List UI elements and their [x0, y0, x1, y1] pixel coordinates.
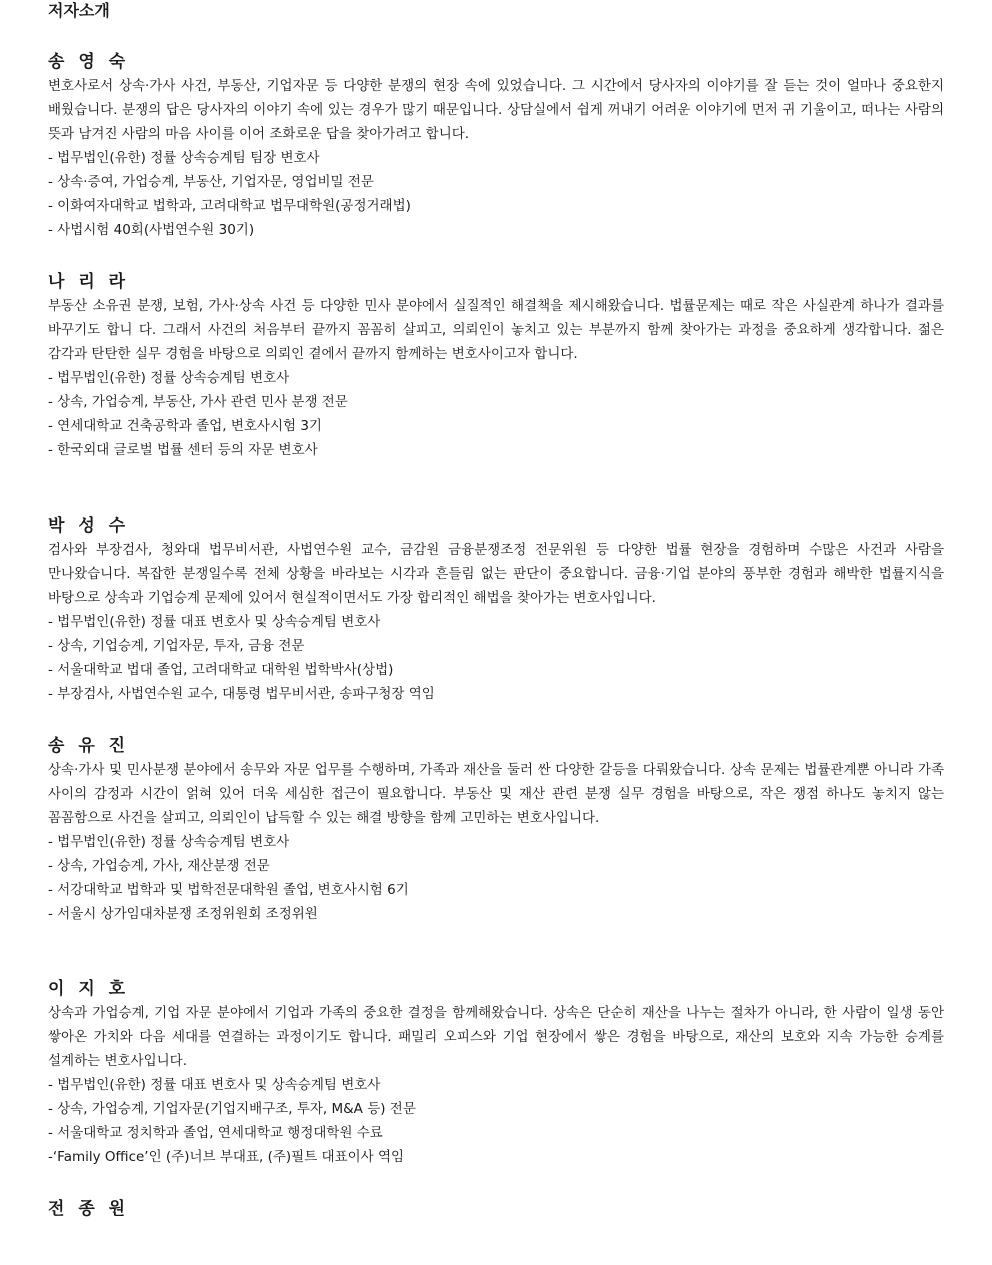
credential-item: - 이화여자대학교 법학과, 고려대학교 법무대학원(공정거래법) [48, 198, 411, 214]
credential-item: - 상속, 가업승계, 가사, 재산분쟁 전문 [48, 858, 270, 874]
author-bio: 검사와 부장검사, 청와대 법무비서관, 사법연수원 교수, 금감원 금융분쟁조정 전문위원 등 다양한 법률 현장을 경험하며 수많은 사건과 사람을 만나왔습니다. 복잡한 분쟁일수록 전체 상황을 바라보는 시각과 흔들림 없는 판단이 중요합니다. 금융·기업 분야의 풍부한 경험과 해박한 법률지식을 바탕으로 상속과 기업승계 문제에 있어서 현실적이면서도 가장 합리적인 해법을 찾아가는 변호사입니다. [48, 542, 944, 606]
credential-item: - 상속, 가업승계, 부동산, 가사 관련 민사 분쟁 전문 [48, 394, 348, 410]
credential-item: - 한국외대 글로벌 법률 센터 등의 자문 변호사 [48, 442, 318, 458]
spacer [48, 22, 944, 50]
credential-item: - 부장검사, 사법연수원 교수, 대통령 법무비서관, 송파구청장 역임 [48, 686, 435, 702]
credential-item: - 서울대학교 법대 졸업, 고려대학교 대학원 법학박사(상법) [48, 662, 394, 678]
author-credentials [48, 610, 944, 706]
page-title: 저자소개 [48, 1, 110, 20]
credential-item: - 서울시 상가임대차분쟁 조정위원회 조정위원 [48, 906, 318, 922]
author-section-2 [48, 270, 944, 462]
author-credentials [48, 1073, 944, 1169]
credential-item: - 연세대학교 건축공학과 졸업, 변호사시험 3기 [48, 418, 322, 434]
credential-item: - 법무법인(유한) 정률 상속승계팀 변호사 [48, 370, 290, 386]
author-name: 박 성 수 [48, 516, 130, 536]
author-section-5 [48, 977, 944, 1169]
credential-item: - 서강대학교 법학과 및 법학전문대학원 졸업, 변호사시험 6기 [48, 882, 409, 898]
author-credentials [48, 830, 944, 926]
author-bio: 변호사로서 상속·가사 사건, 부동산, 기업자문 등 다양한 분쟁의 현장 속에 있었습니다. 그 시간에서 당사자의 이야기를 잘 듣는 것이 얼마나 중요한지 배웠습니다. 분쟁의 답은 당사자의 이야기 속에 있는 경우가 많기 때문입니다. 상담실에서 쉽게 꺼내기 어려운 이야기에 먼저 귀 기울이고, 떠나는 사람의 뜻과 남겨진 사람의 마음 사이를 이어 조화로운 답을 찾아가려고 합니다. [48, 78, 944, 142]
credential-item: - 법무법인(유한) 정률 대표 변호사 및 상속승계팀 변호사 [48, 1077, 381, 1093]
credential-item: - 서울대학교 정치학과 졸업, 연세대학교 행정대학원 수료 [48, 1125, 383, 1141]
spacer [48, 242, 944, 270]
credential-item: - 상속, 기업승계, 기업자문, 투자, 금융 전문 [48, 638, 305, 654]
author-credentials [48, 146, 944, 242]
author-section-1 [48, 50, 944, 242]
spacer [48, 462, 944, 514]
spacer [48, 926, 944, 977]
author-name: 송 영 숙 [48, 52, 130, 72]
spacer [48, 1169, 944, 1197]
credential-item: - 상속·증여, 가업승계, 부동산, 기업자문, 영업비밀 전문 [48, 174, 374, 190]
author-bio: 부동산 소유권 분쟁, 보험, 가사·상속 사건 등 다양한 민사 분야에서 실질적인 해결책을 제시해왔습니다. 법률문제는 때로 작은 사실관계 하나가 결과를 바꾸기도 합니 다. 그래서 사건의 처음부터 끝까지 꼼꼼히 살피고, 의뢰인이 놓치고 있는 부분까지 함께 찾아가는 과정을 중요하게 생각합니다. 젊은 감각과 탄탄한 실무 경험을 바탕으로 의뢰인 곁에서 끝까지 함께하는 변호사이고자 합니다. [48, 298, 944, 362]
credential-item: - 법무법인(유한) 정률 대표 변호사 및 상속승계팀 변호사 [48, 614, 381, 630]
author-bio: 상속·가사 및 민사분쟁 분야에서 송무와 자문 업무를 수행하며, 가족과 재산을 둘러 싼 다양한 갈등을 다뤄왔습니다. 상속 문제는 법률관계뿐 아니라 가족 사이의 감정과 시간이 얽혀 있어 더욱 세심한 접근이 필요합니다. 부동산 및 재산 관련 분쟁 실무 경험을 바탕으로, 작은 쟁점 하나도 놓치지 않는 꼼꼼함으로 사건을 살피고, 의뢰인이 납득할 수 있는 해결 방향을 함께 고민하는 변호사입니다. [48, 762, 944, 826]
author-bio: 상속과 가업승계, 기업 자문 분야에서 기업과 가족의 중요한 결정을 함께해왔습니다. 상속은 단순히 재산을 나누는 절차가 아니라, 한 사람이 일생 동안 쌓아온 가치와 다음 세대를 연결하는 과정이기도 합니다. 패밀리 오피스와 기업 현장에서 쌓은 경험을 바탕으로, 재산의 보호와 지속 가능한 승계를 설계하는 변호사입니다. [48, 1005, 944, 1069]
author-name: 이 지 호 [48, 979, 130, 999]
credential-item: - 상속, 가업승계, 기업자문(기업지배구조, 투자, M&A 등) 전문 [48, 1101, 416, 1117]
credential-item: - 법무법인(유한) 정률 상속승계팀 변호사 [48, 834, 290, 850]
author-credentials [48, 366, 944, 462]
author-introduction-page [48, 0, 944, 1221]
author-name: 송 유 진 [48, 736, 130, 756]
author-name: 전 종 원 [48, 1199, 130, 1219]
credential-item: -‘Family Office’인 (주)너브 부대표, (주)필트 대표이사 역임 [48, 1149, 405, 1165]
author-section-6 [48, 1197, 944, 1221]
author-section-4 [48, 734, 944, 926]
spacer [48, 706, 944, 734]
author-section-3 [48, 514, 944, 706]
credential-item: - 사법시험 40회(사법연수원 30기) [48, 222, 255, 238]
credential-item: - 법무법인(유한) 정률 상속승계팀 팀장 변호사 [48, 150, 320, 166]
author-name: 나 리 라 [48, 272, 130, 292]
